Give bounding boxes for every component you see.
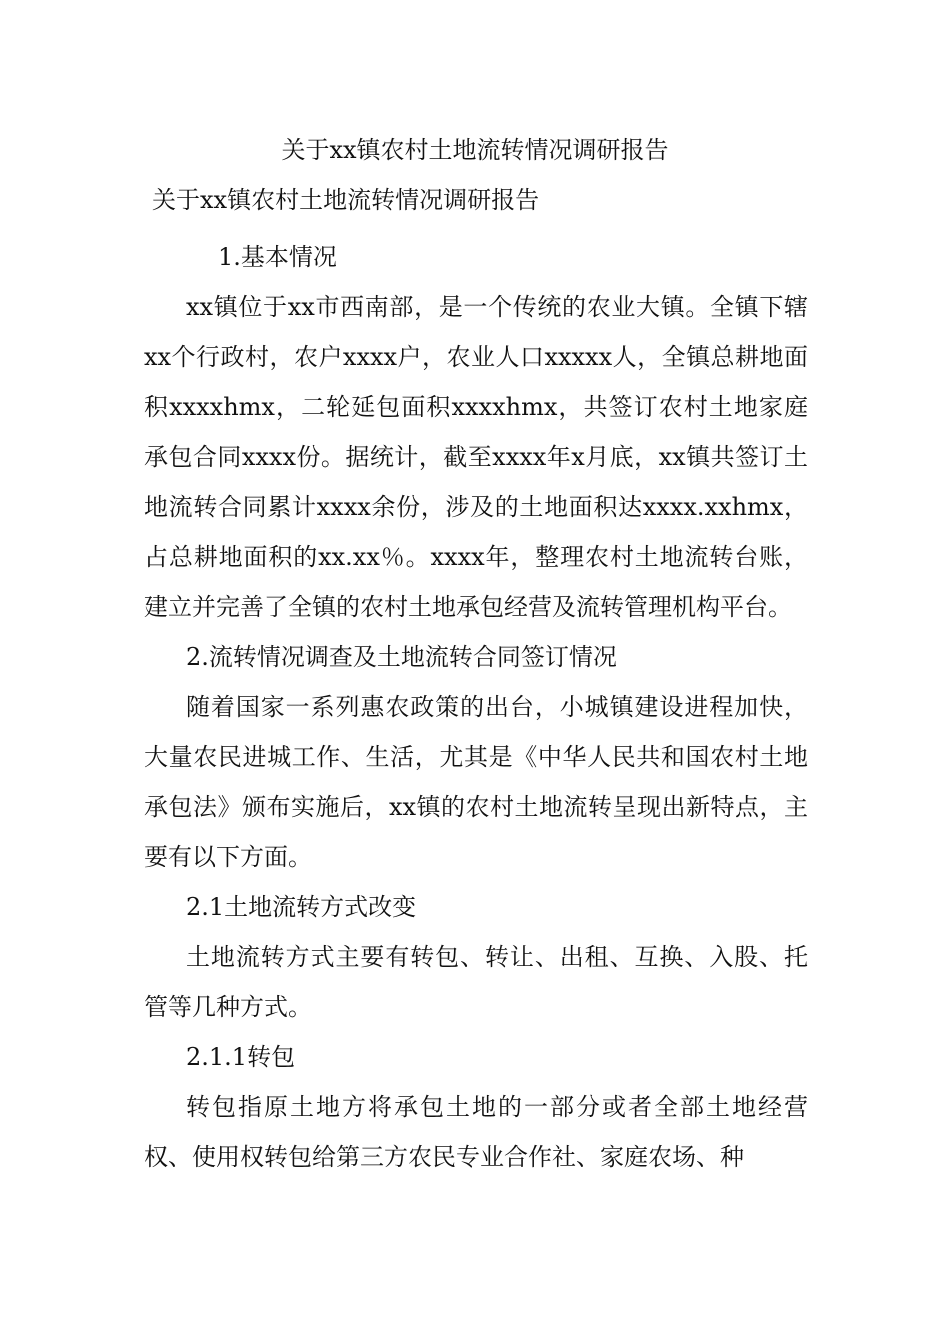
section-2-1-1-paragraph: 转包指原土地方将承包土地的一部分或者全部土地经营权、使用权转包给第三方农民专业合作社、家庭农场、种 — [144, 1093, 808, 1171]
section-2-1-1-heading: 2.1.1转包 — [186, 1043, 296, 1071]
section-2-heading: 2.流转情况调查及土地流转合同签订情况 — [186, 643, 617, 671]
document-title: 关于xx镇农村土地流转情况调研报告 — [281, 136, 669, 164]
document-subtitle: 关于xx镇农村土地流转情况调研报告 — [152, 186, 540, 214]
section-2-1-heading: 2.1土地流转方式改变 — [186, 893, 417, 921]
section-1-paragraph: xx镇位于xx市西南部，是一个传统的农业大镇。全镇下辖xx个行政村，农户xxxx户，农业人口xxxxx人，全镇总耕地面积xxxxhmx，二轮延包面积xxxxhmx，共签订农村土地家庭承包合同xxxx份。据统计，截至xxxx年x月底，xx镇共签订土地流转合同累计xxxx余份，涉及的土地面积达xxxx.xxhmx，占总耕地面积的xx.xx％。xxxx年，整理农村土地流转台账，建立并完善了全镇的农村土地承包经营及流转管理机构平台。 — [144, 293, 808, 621]
section-2-paragraph: 随着国家一系列惠农政策的出台，小城镇建设进程加快，大量农民进城工作、生活，尤其是《中华人民共和国农村土地承包法》颁布实施后，xx镇的农村土地流转呈现出新特点，主要有以下方面。 — [144, 693, 808, 871]
section-2-1-paragraph: 土地流转方式主要有转包、转让、出租、互换、入股、托管等几种方式。 — [144, 943, 808, 1021]
document-body — [144, 232, 808, 1182]
section-1-heading: 1.基本情况 — [218, 243, 337, 271]
